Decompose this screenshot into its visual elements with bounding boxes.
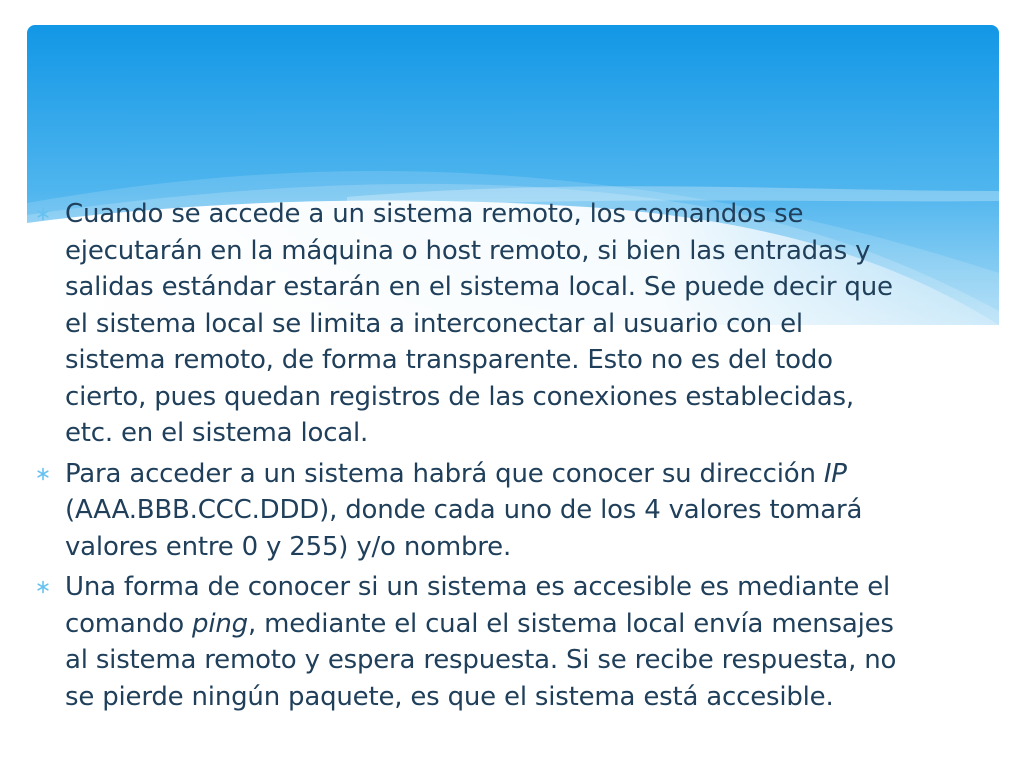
text-line: se pierde ningún paquete, es que el sistema está accesible. bbox=[65, 681, 834, 712]
text-line: cierto, pues quedan registros de las conexiones establecidas, bbox=[65, 381, 854, 412]
text-line: el sistema local se limita a interconectar al usuario con el bbox=[65, 308, 803, 339]
text-segment: , mediante el cual el sistema local envía mensajes bbox=[247, 608, 894, 639]
text-segment: Para acceder a un sistema habrá que conocer su dirección bbox=[65, 458, 824, 489]
text-line: (AAA.BBB.CCC.DDD), donde cada uno de los 4 valores tomará bbox=[65, 495, 863, 525]
bullet-paragraph bbox=[36, 569, 986, 715]
text-line: valores entre 0 y 255) y/o nombre. bbox=[65, 531, 512, 562]
text-line: Cuando se accede a un sistema remoto, los comandos se bbox=[65, 199, 804, 229]
text-line: salidas estándar estarán en el sistema local. Se puede decir que bbox=[65, 272, 893, 302]
text-line: sistema remoto, de forma transparente. Esto no es del todo bbox=[65, 345, 833, 375]
text-segment: comando bbox=[65, 608, 193, 639]
slide-content bbox=[36, 196, 986, 756]
ip-emphasis: IP bbox=[823, 458, 847, 489]
text-line: Una forma de conocer si un sistema es accesible es mediante el bbox=[65, 572, 891, 602]
asterisk-bullet-icon bbox=[36, 207, 50, 221]
text-line bbox=[65, 606, 986, 643]
bullet-paragraph bbox=[36, 456, 986, 566]
text-line: etc. en el sistema local. bbox=[65, 418, 369, 448]
ping-emphasis: ping bbox=[192, 608, 248, 639]
asterisk-bullet-icon bbox=[36, 580, 50, 594]
text-line bbox=[65, 456, 986, 493]
text-line: ejecutarán en la máquina o host remoto, si bien las entradas y bbox=[65, 235, 871, 266]
bullet-paragraph bbox=[36, 196, 986, 452]
asterisk-bullet-icon bbox=[36, 467, 50, 481]
text-line: al sistema remoto y espera respuesta. Si se recibe respuesta, no bbox=[65, 645, 897, 675]
